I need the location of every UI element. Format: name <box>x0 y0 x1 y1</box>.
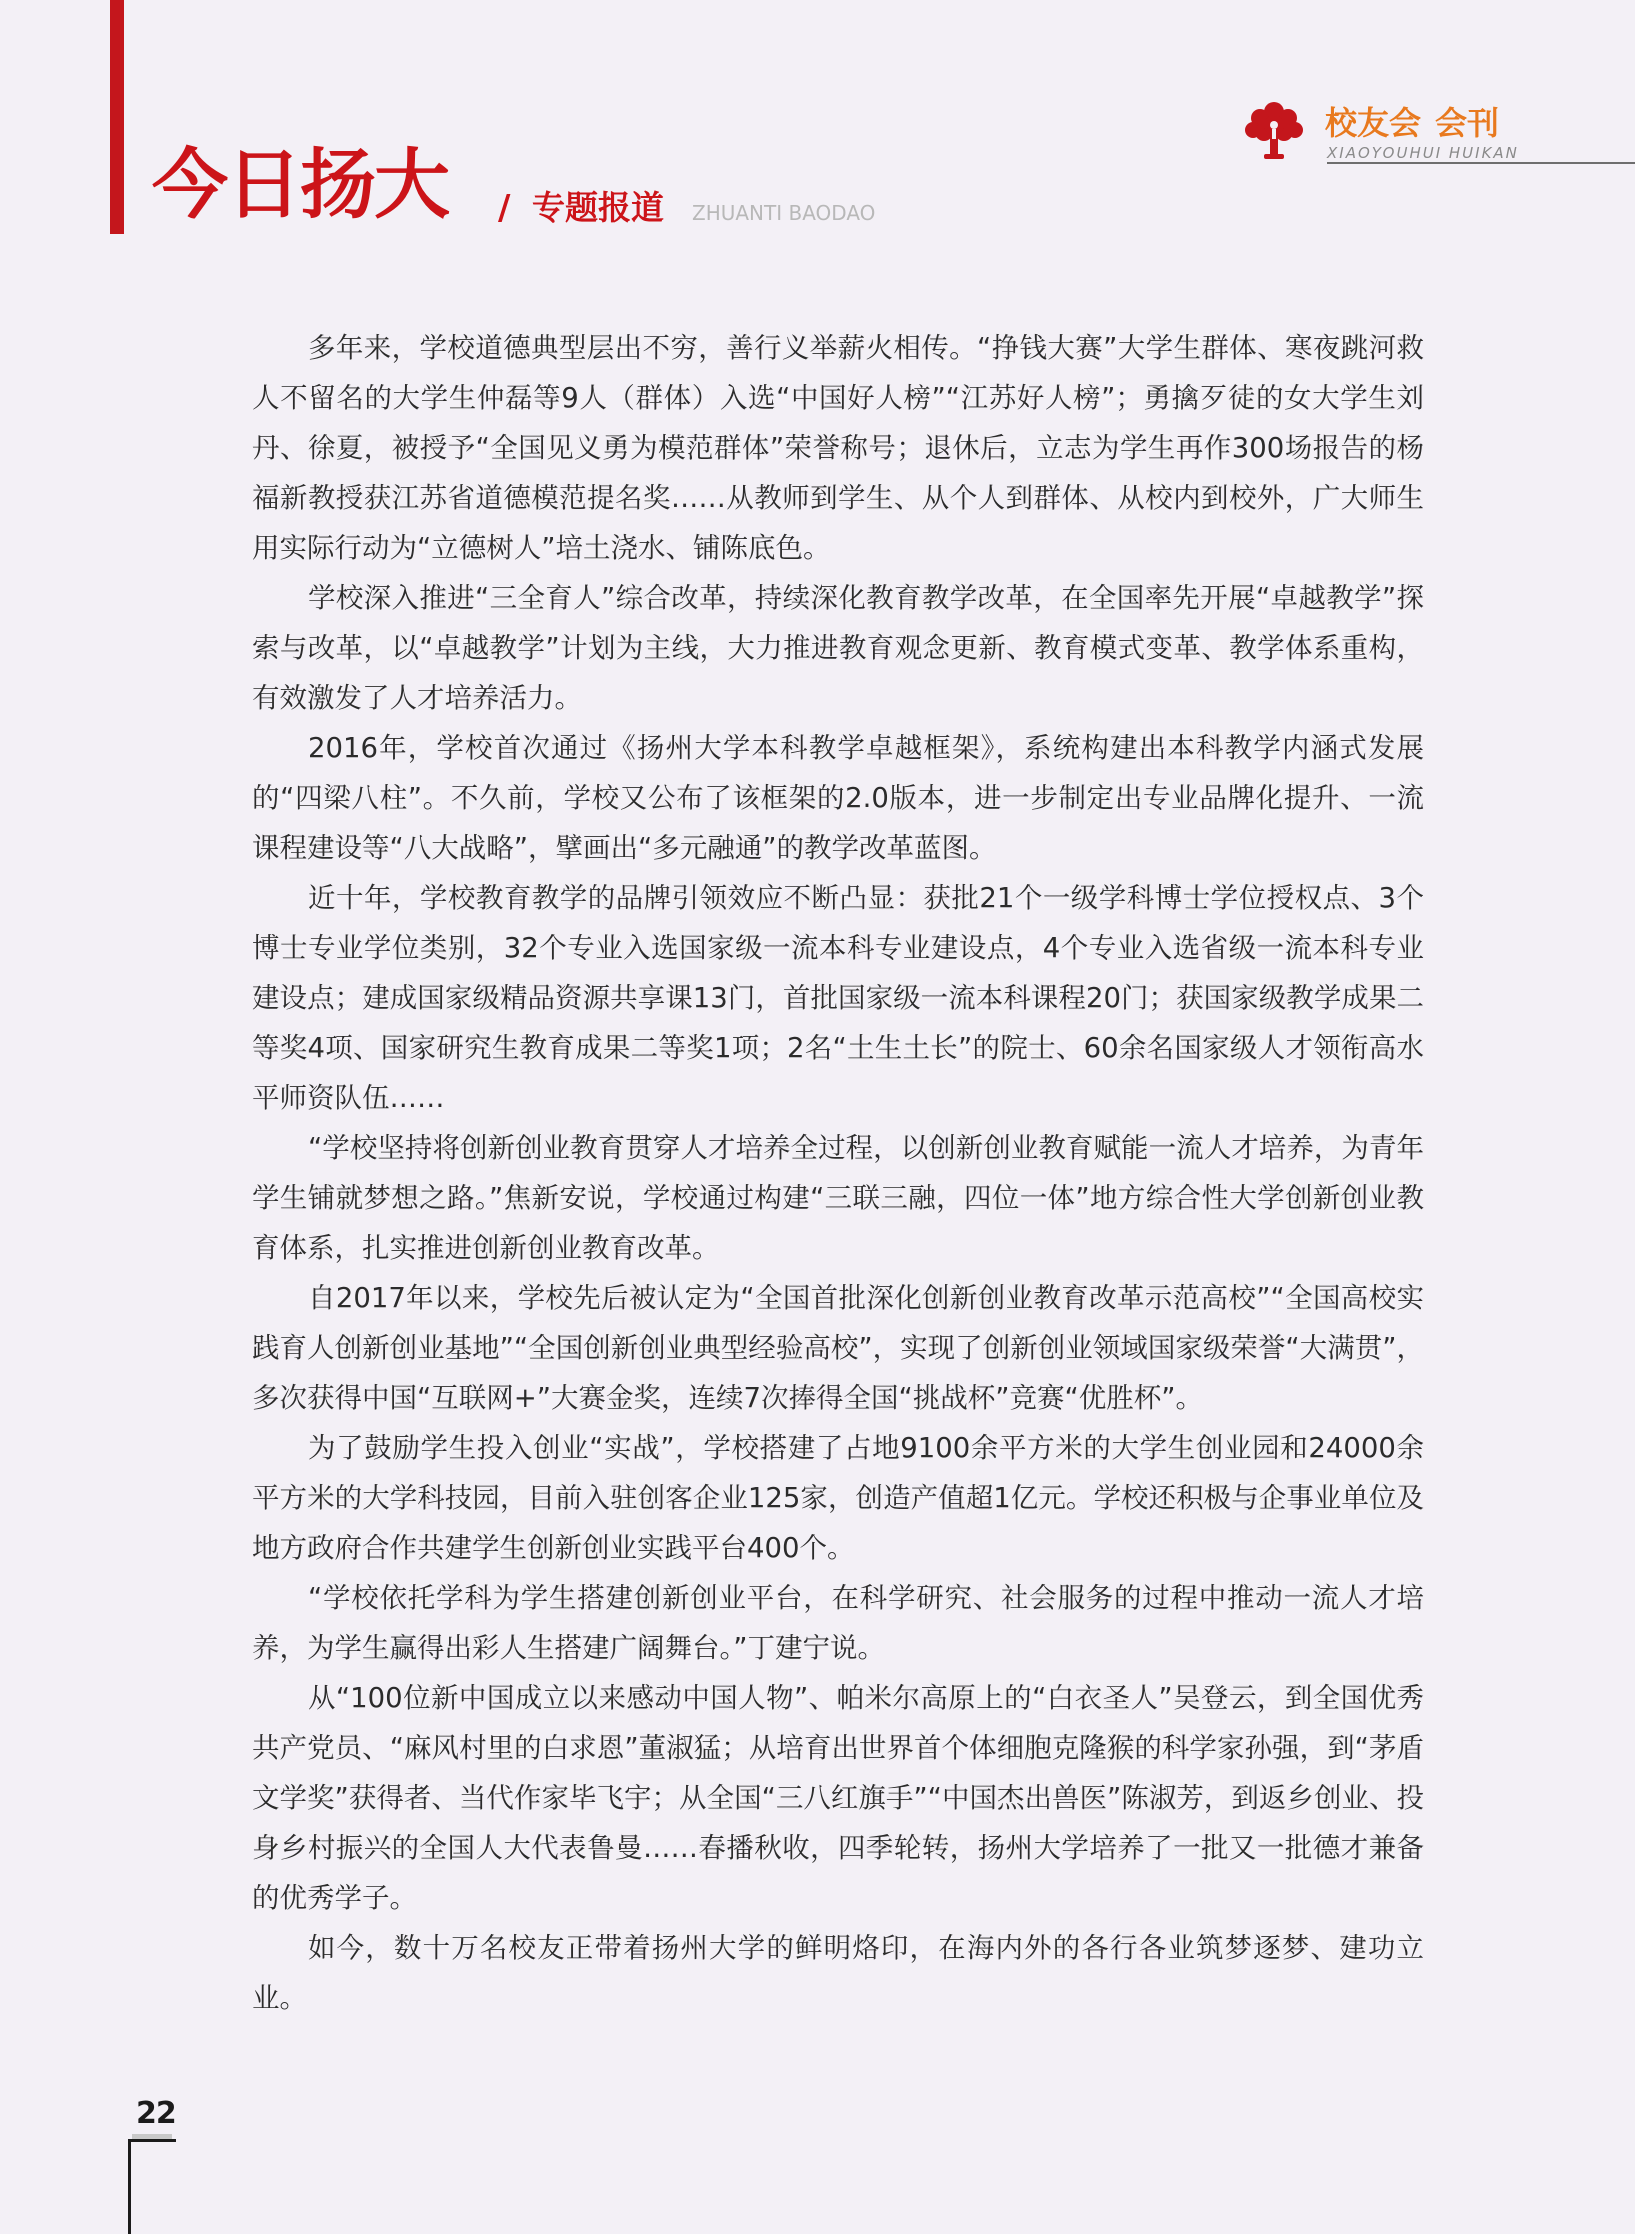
article-paragraph: 多年来，学校道德典型层出不穷，善行义举薪火相传。“挣钱大赛”大学生群体、寒夜跳河救人不留名的大学生仲磊等9人（群体）入选“中国好人榜”“江苏好人榜”；勇擒歹徒的女大学生刘丹、徐夏，被授予“全国见义勇为模范群体”荣誉称号；退休后，立志为学生再作300场报告的杨福新教授获江苏省道德模范提名奖……从教师到学生、从个人到群体、从校内到校外，广大师生用实际行动为“立德树人”培土浇水、铺陈底色。 <box>252 332 1424 564</box>
column-title: 专题报道 <box>532 188 664 227</box>
masthead-journal: 会刊 <box>1435 104 1500 142</box>
page-number: 22 <box>136 2096 176 2131</box>
article-paragraph: 2016年，学校首次通过《扬州大学本科教学卓越框架》，系统构建出本科教学内涵式发展的“四梁八柱”。不久前，学校又公布了该框架的2.0版本，进一步制定出专业品牌化提升、一流课程建设等“八大战略”，擘画出“多元融通”的教学改革蓝图。 <box>252 732 1424 864</box>
article-paragraph: 自2017年以来，学校先后被认定为“全国首批深化创新创业教育改革示范高校”“全国高校实践育人创新创业基地”“全国创新创业典型经验高校”，实现了创新创业领域国家级荣誉“大满贯”，多次获得中国“互联网+”大赛金奖，连续7次捧得全国“挑战杯”竞赛“优胜杯”。 <box>252 1282 1424 1414</box>
article-body <box>252 323 1424 2023</box>
section-title: 今日扬大 <box>152 140 448 229</box>
section-accent-bar <box>110 0 124 234</box>
masthead-title <box>1325 104 1499 142</box>
article-paragraph: “学校依托学科为学生搭建创新创业平台，在科学研究、社会服务的过程中推动一流人才培养，为学生赢得出彩人生搭建广阔舞台。”丁建宁说。 <box>252 1582 1424 1664</box>
article-paragraph: 从“100位新中国成立以来感动中国人物”、帕米尔高原上的“白衣圣人”吴登云，到全国优秀共产党员、“麻风村里的白求恩”董淑猛；从培育出世界首个体细胞克隆猴的科学家孙强，到“茅盾文学奖”获得者、当代作家毕飞宇；从全国“三八红旗手”“中国杰出兽医”陈淑芳，到返乡创业、投身乡村振兴的全国人大代表鲁曼……春播秋收，四季轮转，扬州大学培养了一批又一批德才兼备的优秀学子。 <box>252 1682 1424 1914</box>
article-paragraph: 近十年，学校教育教学的品牌引领效应不断凸显：获批21个一级学科博士学位授权点、3个博士专业学位类别，32个专业入选国家级一流本科专业建设点，4个专业入选省级一流本科专业建设点；建成国家级精品资源共享课13门，首批国家级一流本科课程20门；获国家级教学成果二等奖4项、国家研究生教育成果二等奖1项；2名“土生土长”的院士、60余名国家级人才领衔高水平师资队伍…… <box>252 882 1424 1114</box>
page-corner-mark <box>128 2139 176 2234</box>
tree-logo-icon <box>1240 98 1308 164</box>
article-paragraph: 如今，数十万名校友正带着扬州大学的鲜明烙印，在海内外的各行各业筑梦逐梦、建功立业。 <box>252 1932 1424 2014</box>
article-paragraph: “学校坚持将创新创业教育贯穿人才培养全过程，以创新创业教育赋能一流人才培养，为青年学生铺就梦想之路。”焦新安说，学校通过构建“三联三融，四位一体”地方综合性大学创新创业教育体系，扎实推进创新创业教育改革。 <box>252 1132 1424 1264</box>
column-divider-slash: / <box>498 188 511 228</box>
masthead-name: 校友会 <box>1325 104 1422 142</box>
article-paragraph: 为了鼓励学生投入创业“实战”，学校搭建了占地9100余平方米的大学生创业园和24000余平方米的大学科技园，目前入驻创客企业125家，创造产值超1亿元。学校还积极与企事业单位及地方政府合作共建学生创新创业实践平台400个。 <box>252 1432 1424 1564</box>
header-rule <box>1327 162 1635 164</box>
masthead-pinyin: XIAOYOUHUI HUIKAN <box>1327 144 1519 162</box>
column-pinyin: ZHUANTI BAODAO <box>692 201 876 225</box>
article-paragraph: 学校深入推进“三全育人”综合改革，持续深化教育教学改革，在全国率先开展“卓越教学”探索与改革，以“卓越教学”计划为主线，大力推进教育观念更新、教育模式变革、教学体系重构，有效激发了人才培养活力。 <box>252 582 1424 714</box>
